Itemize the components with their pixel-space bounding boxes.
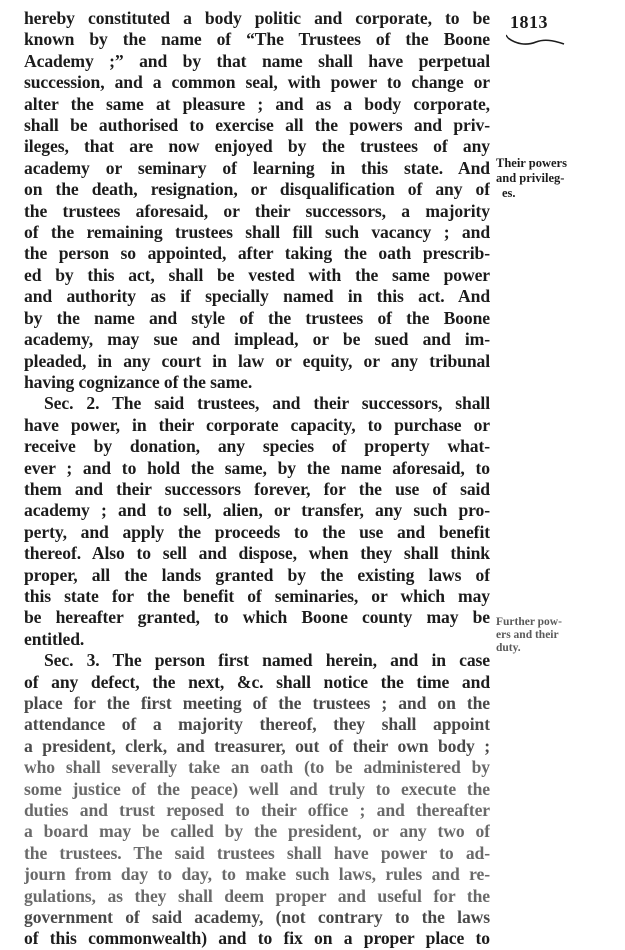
text-line: a president, clerk, and treasurer, out of their own body ;	[24, 735, 490, 756]
text-line: Academy ;” and by that name shall have perpetual	[24, 50, 490, 71]
text-line: the trustees aforesaid, or their successors, a majority	[24, 200, 490, 221]
text-line: perty, and apply the proceeds to the use and benefit	[24, 521, 490, 542]
text-line: on the death, resignation, or disqualification of any of	[24, 179, 490, 200]
text-line: have power, in their corporate capacity, to purchase or	[24, 414, 490, 435]
margin-note-powers	[496, 156, 614, 201]
text-line: academy, may sue and implead, or be sued and im-	[24, 329, 490, 350]
margin-note-line: and privileg-	[496, 171, 565, 185]
text-line: gulations, as they shall deem proper and useful for the	[24, 885, 490, 906]
text-line: government of said academy, (not contrary to the laws	[24, 907, 490, 928]
text-line: who shall severally take an oath (to be administered by	[24, 757, 490, 778]
text-line: by the name and style of the trustees of the Boone	[24, 307, 490, 328]
text-line: pleaded, in any court in law or equity, or any tribunal	[24, 350, 490, 371]
text-line: attendance of a majority thereof, they shall appoint	[24, 714, 490, 735]
text-line: some justice of the peace) well and truly to execute the	[24, 778, 490, 799]
text-line: ileges, that are now enjoyed by the trustees of any	[24, 136, 490, 157]
text-line: having cognizance of the same.	[24, 371, 253, 392]
text-line: journ from day to day, to make such laws, rules and re-	[24, 864, 490, 885]
margin-note-further-powers	[496, 616, 614, 655]
body-text	[24, 8, 490, 950]
page-year: 1813	[510, 12, 548, 32]
text-line: the trustees. The said trustees shall have power to ad-	[24, 842, 490, 863]
text-line: of the remaining trustees shall fill such vacancy ; and	[24, 222, 490, 243]
text-line: ed by this act, shall be vested with the same power	[24, 264, 490, 285]
text-line: of this commonwealth) and to fix on a proper place to	[24, 928, 490, 949]
text-line: proper, all the lands granted by the existing laws of	[24, 564, 490, 585]
text-line: ever ; and to hold the same, by the name aforesaid, to	[24, 457, 490, 478]
text-line: alter the same at pleasure ; and as a body corporate,	[24, 93, 490, 114]
text-line: academy ; and to sell, alien, or transfer, any such pro-	[24, 500, 490, 521]
margin-note-line: Their powers	[496, 156, 567, 170]
text-line: thereof. Also to sell and dispose, when they shall think	[24, 543, 490, 564]
text-line: duties and trust reposed to their office ; and thereafter	[24, 800, 490, 821]
text-line: of any defect, the next, &c. shall notice the time and	[24, 671, 490, 692]
margin-note-line: es.	[502, 186, 516, 200]
text-line: place for the first meeting of the trustees ; and on the	[24, 693, 490, 713]
text-line: them and their successors forever, for the use of said	[24, 478, 490, 499]
section-2-start: Sec. 2. The said trustees, and their successors, shall	[44, 393, 490, 414]
text-line: shall be authorised to exercise all the powers and priv-	[24, 115, 490, 136]
text-line: entitled.	[24, 628, 85, 649]
text-line: this state for the benefit of seminaries, or which may	[24, 585, 490, 606]
margin-note-line: duty.	[496, 642, 521, 654]
text-line: be hereafter granted, to which Boone county may be	[24, 607, 490, 628]
text-line: hereby constituted a body politic and corporate, to be	[24, 8, 490, 28]
text-line: known by the name of “The Trustees of the Boone	[24, 29, 490, 50]
margin-note-line: ers and their	[496, 629, 559, 641]
text-line: succession, and a common seal, with power to change or	[24, 72, 490, 93]
text-line: and authority as if specially named in this act. And	[24, 286, 490, 307]
text-line: the person so appointed, after taking the oath prescrib-	[24, 243, 490, 264]
section-3-start: Sec. 3. The person first named herein, and in case	[44, 650, 490, 671]
text-line: a board may be called by the president, or any two of	[24, 821, 490, 842]
margin-note-line: Further pow-	[496, 616, 562, 628]
text-line: academy or seminary of learning in this state. And	[24, 157, 490, 178]
text-line: receive by donation, any species of property what-	[24, 436, 490, 457]
year-flourish	[506, 34, 566, 48]
